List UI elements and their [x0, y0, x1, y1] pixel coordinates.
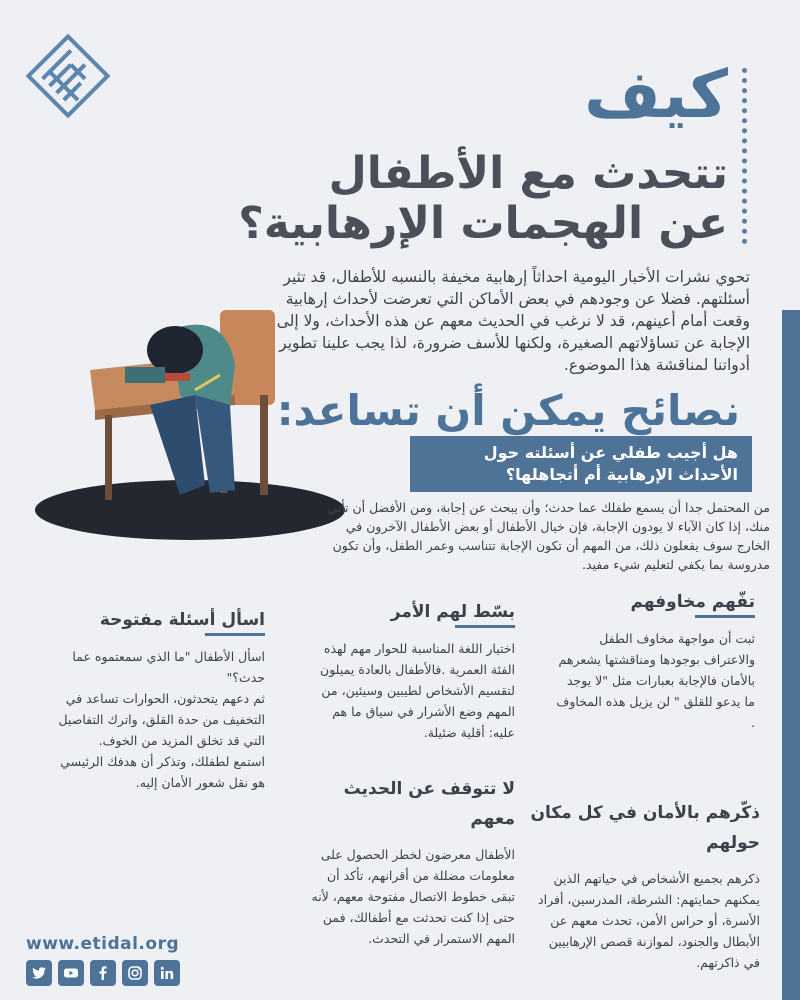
tip-keep-talking — [300, 774, 515, 949]
dotted-divider — [742, 68, 750, 244]
answer-paragraph: من المحتمل جدا أن يسمع طفلك عما حدث؛ وأن يبحث عن إجابة، ومن الأفضل أن تأتي منك، إذا كان الآباء لا يودون الإجابة، فإن خيال الأطفال أو بعض الأطفال الآخرون في الخارج سوف يفعلون ذلك، من المهم أن تكون الإجابة تتناسب وعمر الطفل، وأن تكون مدروسة بما يكفي لتعليم شيء مفيد. — [327, 500, 770, 572]
linkedin-icon[interactable] — [154, 960, 180, 986]
website-link[interactable]: www.etidal.org — [26, 934, 180, 954]
tip-body: ذكرهم بجميع الأشخاص في حياتهم الذين يمكنهم حمايتهم: الشرطة، المدرسين، أفراد الأسرة، أو حراس الأمن، تحدث معهم عن الأبطال والجنود، لموازنة قصص الإرهابيين في ذاكرتهم. — [538, 871, 760, 970]
tip-body-3: استمع لطفلك، وتذكر أن هدفك الرئيسي هو نقل شعور الأمان إليه. — [60, 754, 265, 790]
title-line-3: عن الهجمات الإرهابية؟ — [238, 198, 728, 249]
tip-title: تفّهم مخاوفهم — [630, 592, 755, 612]
tip-title: بسّط لهم الأمر — [390, 602, 515, 622]
accent-bar — [782, 310, 800, 1000]
instagram-icon[interactable] — [122, 960, 148, 986]
etidal-logo — [22, 30, 114, 122]
tips-heading: نصائح يمكن أن تساعد: — [276, 386, 740, 435]
tip-title: لا تتوقف عن الحديث معهم — [343, 779, 515, 829]
tip-underline — [695, 615, 755, 618]
twitter-icon[interactable] — [26, 960, 52, 986]
youtube-icon[interactable] — [58, 960, 84, 986]
tip-safety-reminder — [530, 798, 760, 973]
intro-paragraph: تحوي نشرات الأخبار اليومية احداثاً إرهابية مخيفة بالنسبه للأطفال، قد تثير أسئلتهم. فضلا عن وجودهم في بعض الأماكن التي تعرضت لأحداث إرهابية وقعت أمام أعينهم، قد لا نرغب في الحديث معهم عن هذه الأحداث، ولا إلى الإجابة عن تساؤلاتهم الصغيرة، ولكنها للأسف ضرورة، لذا يجب علينا تطوير أدواتنا لمناقشة هذا الموضوع. — [276, 268, 750, 374]
tip-underline — [455, 625, 515, 628]
tip-body: اختيار اللغة المناسبة للحوار مهم لهذه الفئة العمرية .فالأطفال بالعادة يميلون لتقسيم الأشخاص لطيبين وسيئين، من المهم وضع الأشرار في سياق ما هم عليه: أقلية ضئيلة. — [320, 641, 515, 740]
tip-title: ذكّرهم بالأمان في كل مكان حولهم — [530, 803, 760, 853]
tip-body: ثبت أن مواجهة مخاوف الطفل والاعتراف بوجودها ومناقشتها يشعرهم بالأمان فالإجابة بعبارات مثل "لا يوجد ما يدعو للقلق " لن يزيل هذه المخاوف . — [556, 631, 755, 730]
title-line-2: تتحدث مع الأطفال — [328, 148, 728, 199]
tip-title: اسأل أسئلة مفتوحة — [99, 610, 265, 630]
tip-understand-fears — [555, 592, 755, 733]
tip-body-2: ثم دعهم يتحدثون، الحوارات تساعد في التخفيف من حدة القلق، واترك التفاصيل التي قد تخلق المزيد من الخوف. — [58, 691, 265, 748]
tip-body-1: اسأل الأطفال "ما الذي سمعتموه عما حدث؟" — [72, 649, 265, 685]
tip-open-questions — [55, 610, 265, 793]
question-box: هل أجيب طفلي عن أسئلته حول الأحداث الإرهابية أم أتجاهلها؟ — [410, 436, 752, 492]
tip-underline — [205, 633, 265, 636]
facebook-icon[interactable] — [90, 960, 116, 986]
tip-simplify — [305, 602, 515, 743]
social-links — [26, 960, 180, 986]
tip-body: الأطفال معرضون لخطر الحصول على معلومات مضللة من أقرانهم، تأكد أن تبقى خطوط الاتصال مفتوحة معهم، لأنه حتى إذا كنت تحدثت مع أطفالك، فمن المهم الاستمرار في التحدث. — [311, 847, 515, 946]
title-word: كيف — [584, 56, 728, 133]
